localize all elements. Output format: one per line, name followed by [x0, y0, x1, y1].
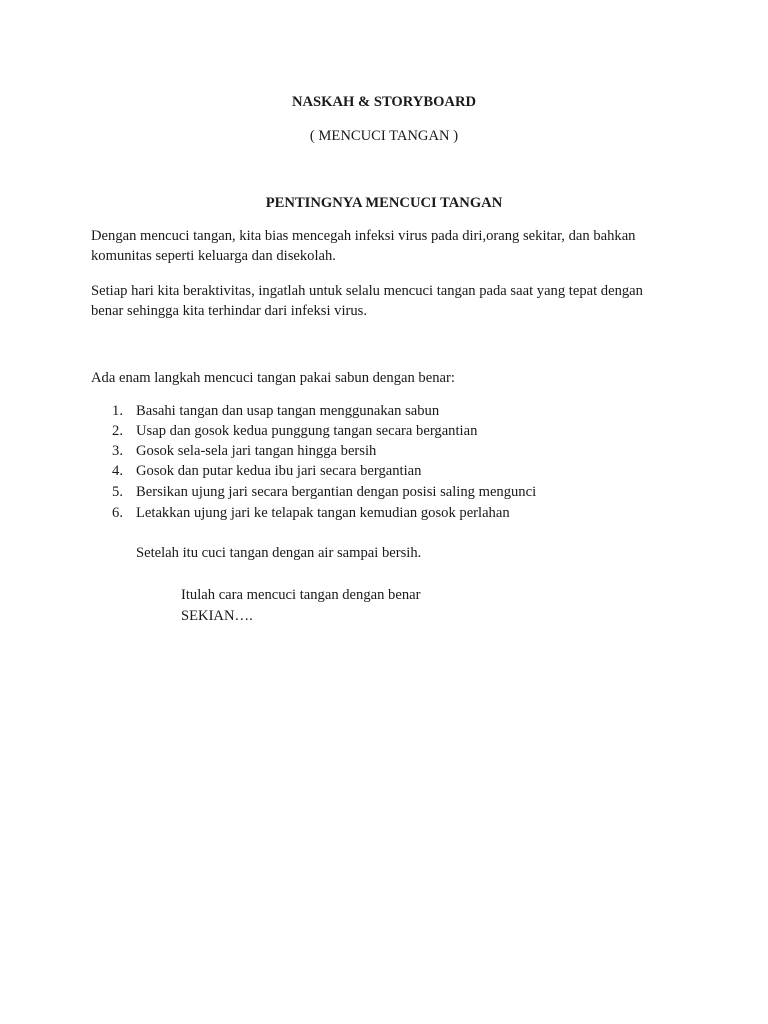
- list-item-number: 4.: [112, 463, 123, 479]
- closing-line-2: SEKIAN….: [181, 608, 253, 624]
- list-intro: Ada enam langkah mencuci tangan pakai sabun dengan benar:: [91, 370, 455, 386]
- list-item-text: Letakkan ujung jari ke telapak tangan kemudian gosok perlahan: [136, 505, 510, 521]
- list-item-text: Basahi tangan dan usap tangan menggunakan sabun: [136, 403, 440, 419]
- section-heading: PENTINGNYA MENCUCI TANGAN: [265, 195, 503, 211]
- list-item-number: 3.: [112, 443, 123, 459]
- list-item-text: Gosok dan putar kedua ibu jari secara bergantian: [136, 463, 422, 479]
- paragraph-1-line-1: Dengan mencuci tangan, kita bias mencegah infeksi virus pada diri,orang sekitar, dan bahkan: [91, 228, 636, 244]
- document-subtitle: ( MENCUCI TANGAN ): [309, 128, 459, 144]
- closing-line-1: Itulah cara mencuci tangan dengan benar: [181, 587, 421, 603]
- paragraph-1-line-2: komunitas seperti keluarga dan disekolah.: [91, 248, 336, 264]
- list-item-text: Bersikan ujung jari secara bergantian dengan posisi saling mengunci: [136, 484, 537, 500]
- list-item-number: 5.: [112, 484, 123, 500]
- list-item-number: 2.: [112, 423, 123, 439]
- list-item-text: Usap dan gosok kedua punggung tangan secara bergantian: [136, 423, 478, 439]
- paragraph-2-line-1: Setiap hari kita beraktivitas, ingatlah untuk selalu mencuci tangan pada saat yang tepat dengan: [91, 283, 643, 299]
- after-steps-text: Setelah itu cuci tangan dengan air sampai bersih.: [136, 545, 422, 561]
- list-item-number: 6.: [112, 505, 123, 521]
- list-item-text: Gosok sela-sela jari tangan hingga bersih: [136, 443, 377, 459]
- document-title: NASKAH & STORYBOARD: [291, 94, 477, 110]
- list-item-number: 1.: [112, 403, 123, 419]
- paragraph-2-line-2: benar sehingga kita terhindar dari infeksi virus.: [91, 303, 367, 319]
